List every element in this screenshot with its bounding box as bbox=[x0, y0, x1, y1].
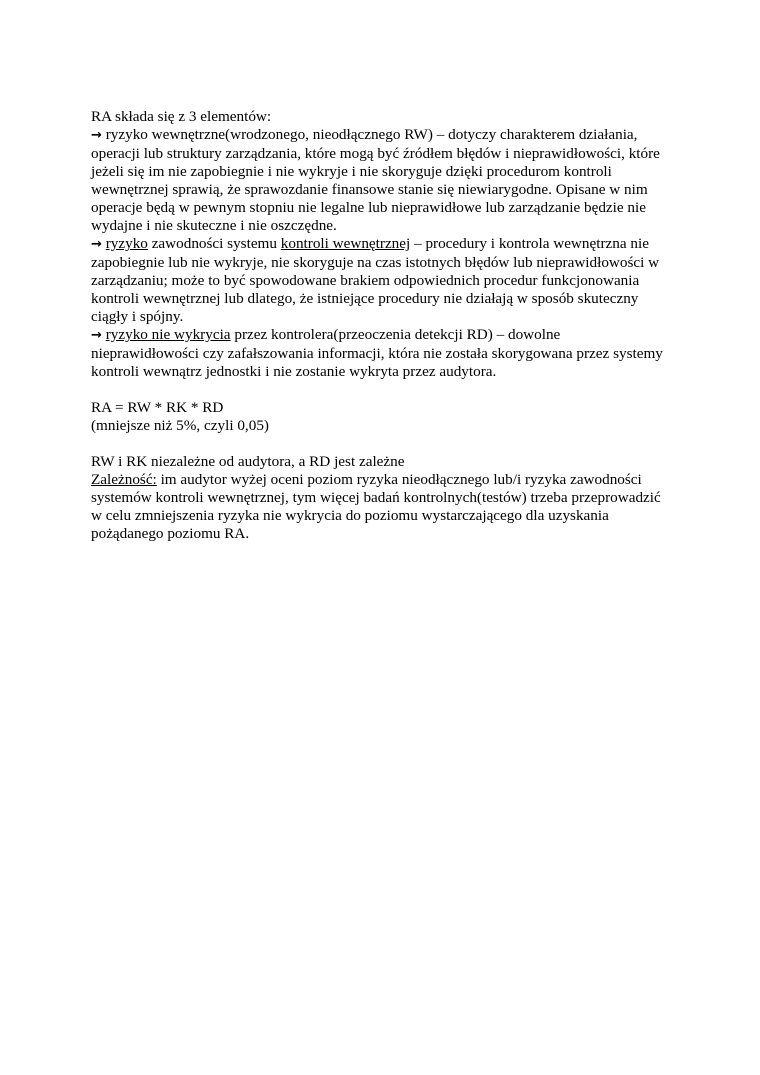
item-inherent-risk-text: ryzyko wewnętrzne(wrodzonego, nieodłącznego RW) – dotyczy charakterem działania, operacji lub struktury zarządzania, które mogą być źródłem błędów i nieprawidłowości, które jeżeli się im nie zapobiegnie i nie wykryje i nie skoryguje dzięki procedurom kontroli wewnętrznej sprawią, że sprawozdanie finansowe stanie się niewiarygodne. Opisane w nim operacje będą w pewnym stopniu nie legalne lub nieprawidłowe lub zarządzanie będzie nie wydajne i nie skuteczne i nie oszczędne. bbox=[91, 126, 660, 234]
spacer bbox=[91, 435, 671, 453]
heading-line: RA składa się z 3 elementów: bbox=[91, 108, 272, 125]
item-control-risk-text-1: zawodności systemu bbox=[151, 235, 277, 252]
dependency-label: Zależność: bbox=[91, 471, 157, 488]
dependency-paragraph bbox=[91, 471, 671, 543]
arrow-right-icon: → bbox=[91, 128, 102, 143]
document-body bbox=[91, 108, 671, 543]
item-control-risk bbox=[91, 235, 671, 326]
dependency-line: RW i RK niezależne od audytora, a RD jest zależne bbox=[91, 453, 405, 470]
underlined-term-internal-control: kontroli wewnętrznej bbox=[280, 235, 411, 252]
dependency-text: im audytor wyżej oceni poziom ryzyka nieodłącznego lub/i ryzyka zawodności systemów kontroli wewnętrznej, tym więcej badań kontrolnych(testów) trzeba przeprowadzić w celu zmniejszenia ryzyka nie wykrycia do poziomu wystarczającego dla uzyskania pożądanego poziomu RA. bbox=[91, 471, 661, 542]
formula: RA = RW * RK * RD bbox=[91, 399, 224, 416]
underlined-term-detection-risk: ryzyko nie wykrycia bbox=[105, 326, 231, 343]
item-inherent-risk bbox=[91, 126, 671, 235]
item-detection-risk-text: przez kontrolera(przeoczenia detekcji RD) – dowolne nieprawidłowości czy zafałszowania informacji, która nie została skorygowana przez systemy kontroli wewnątrz jednostki i nie zostanie wykryta przez audytora. bbox=[91, 326, 663, 380]
underlined-term-risk: ryzyko bbox=[105, 235, 148, 252]
arrow-right-icon: → bbox=[91, 237, 102, 252]
spacer bbox=[91, 381, 671, 399]
arrow-right-icon: → bbox=[91, 328, 102, 343]
item-detection-risk bbox=[91, 326, 671, 381]
item-control-risk-text-2: – procedury i kontrola wewnętrzna nie zapobiegnie lub nie wykryje, nie skoryguje na czas istotnych błędów lub nieprawidłowości w zarządzaniu; może to być spowodowane brakiem odpowiednich procedur funkcjonowania kontroli wewnętrznej lub dlatego, że istniejące procedury nie działają w sposób skuteczny ciągły i spójny. bbox=[91, 235, 660, 325]
formula-note: (mniejsze niż 5%, czyli 0,05) bbox=[91, 417, 269, 434]
